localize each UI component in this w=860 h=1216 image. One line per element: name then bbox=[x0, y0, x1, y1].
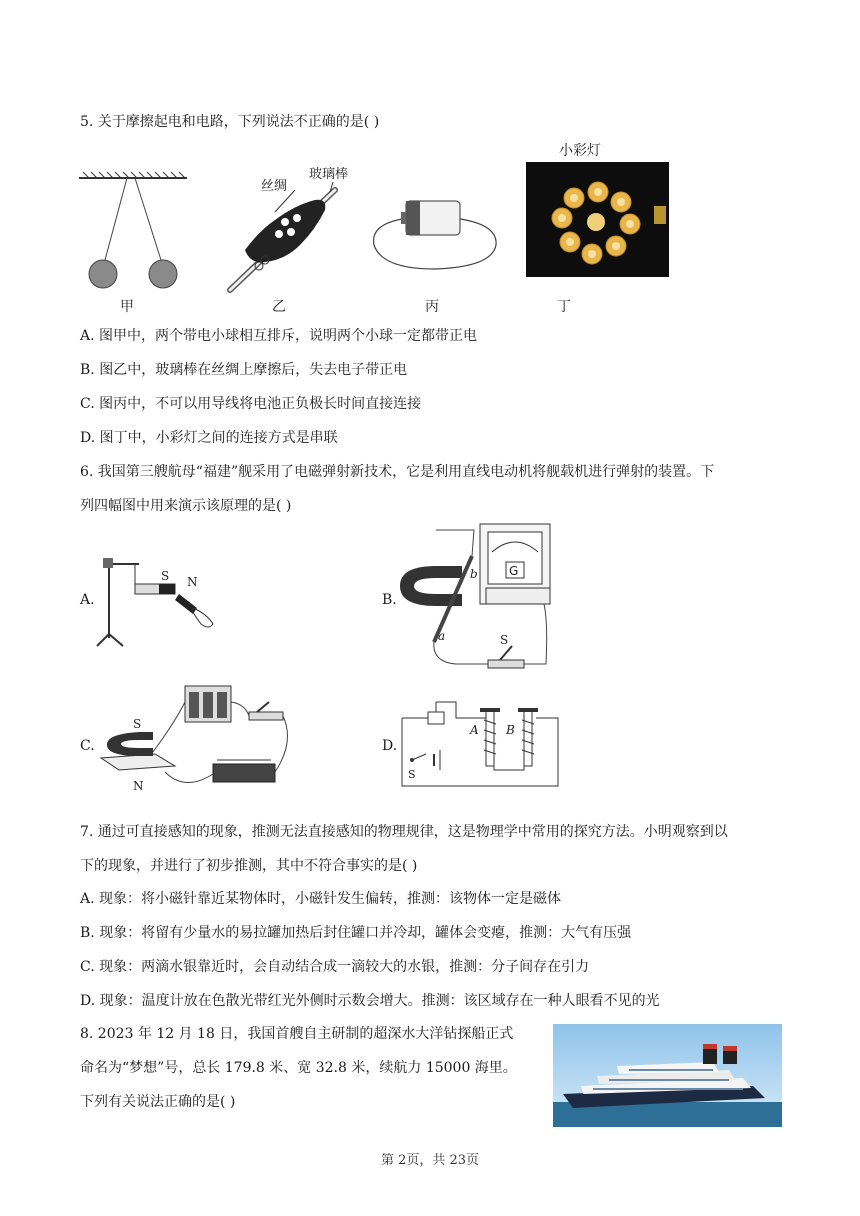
q5-caption-jia: 甲 bbox=[120, 299, 134, 315]
q6-stem-line2: 列四幅图中用来演示该原理的是( ) bbox=[80, 498, 292, 514]
fig-b-s-label: S bbox=[500, 633, 509, 647]
q5-figure-jia bbox=[75, 170, 190, 295]
q5-option-c: C. 图丙中，不可以用导线将电池正负极长时间直接连接 bbox=[80, 396, 422, 412]
q6-figure-c bbox=[95, 682, 305, 802]
q5-caption-bing: 丙 bbox=[425, 299, 439, 315]
q7-option-b: B. 现象：将留有少量水的易拉罐加热后封住罐口并冷却，罐体会变瘪，推测：大气有压强 bbox=[80, 925, 632, 941]
q7-stem-line2: 下的现象，并进行了初步推测，其中不符合事实的是( ) bbox=[80, 858, 418, 874]
fig-d-a-label: A bbox=[470, 723, 479, 737]
silk-label: 丝绸 bbox=[261, 179, 288, 194]
fig-a-s-label: S bbox=[161, 569, 170, 583]
q5-option-b: B. 图乙中，玻璃棒在丝绸上摩擦后，失去电子带正电 bbox=[80, 362, 408, 378]
q5-option-a: A. 图甲中，两个带电小球相互排斥，说明两个小球一定都带正电 bbox=[80, 328, 478, 344]
fig-d-b-label: B bbox=[506, 723, 515, 737]
q5-stem: 5. 关于摩擦起电和电路，下列说法不正确的是( ) bbox=[80, 114, 380, 130]
q7-stem-line1: 7. 通过可直接感知的现象，推测无法直接感知的物理规律，这是物理学中常用的探究方法。小明观察到以 bbox=[80, 824, 728, 840]
q6-figure-d bbox=[398, 698, 563, 793]
small-lights-label: 小彩灯 bbox=[559, 143, 601, 159]
q8-line1: 8. 2023 年 12 月 18 日，我国首艘自主研制的超深水大洋钻探船正式 bbox=[80, 1026, 514, 1042]
q8-line2: 命名为“梦想”号，总长 179.8 米、宽 32.8 米，续航力 15000 海里。 bbox=[80, 1060, 517, 1076]
fig-c-n-label: N bbox=[133, 779, 144, 793]
q5-caption-ding: 丁 bbox=[557, 299, 571, 315]
q6-figure-a bbox=[95, 550, 225, 650]
q5-figure-yi bbox=[215, 160, 365, 300]
fig-b-g-label: G bbox=[509, 564, 519, 578]
fig-d-s-label: S bbox=[408, 768, 416, 781]
fig-c-s-label: S bbox=[133, 717, 142, 731]
fig-b-a-label: a bbox=[438, 629, 446, 643]
q5-option-d: D. 图丁中，小彩灯之间的连接方式是串联 bbox=[80, 430, 338, 446]
q5-caption-yi: 乙 bbox=[272, 299, 286, 315]
q6-option-d-label: D. bbox=[382, 738, 398, 754]
q6-option-c-label: C. bbox=[80, 738, 95, 754]
q6-stem-line1: 6. 我国第三艘航母“福建”舰采用了电磁弹射新技术，它是利用直线电动机将舰载机进行弹射的装置。下 bbox=[80, 464, 715, 480]
fig-b-b-label: b bbox=[470, 567, 478, 581]
fig-a-n-label: N bbox=[187, 575, 198, 589]
q7-option-a: A. 现象：将小磁针靠近某物体时，小磁针发生偏转，推测：该物体一定是磁体 bbox=[80, 891, 562, 907]
q6-figure-b bbox=[396, 522, 561, 682]
q8-line3: 下列有关说法正确的是( ) bbox=[80, 1094, 236, 1110]
q6-option-b-label: B. bbox=[382, 592, 397, 608]
q6-option-a-label: A. bbox=[80, 592, 95, 608]
q8-ship-photo bbox=[553, 1024, 782, 1127]
glass-rod-label: 玻璃棒 bbox=[309, 167, 349, 182]
q7-option-d: D. 现象：温度计放在色散光带红光外侧时示数会增大。推测：该区域存在一种人眼看不见的光 bbox=[80, 993, 660, 1009]
q5-figure-bing bbox=[370, 195, 500, 275]
page-footer: 第 2页，共 23页 bbox=[380, 1153, 480, 1168]
q7-option-c: C. 现象：两滴水银靠近时，会自动结合成一滴较大的水银，推测：分子间存在引力 bbox=[80, 959, 590, 975]
q5-figure-ding-photo bbox=[526, 162, 669, 277]
